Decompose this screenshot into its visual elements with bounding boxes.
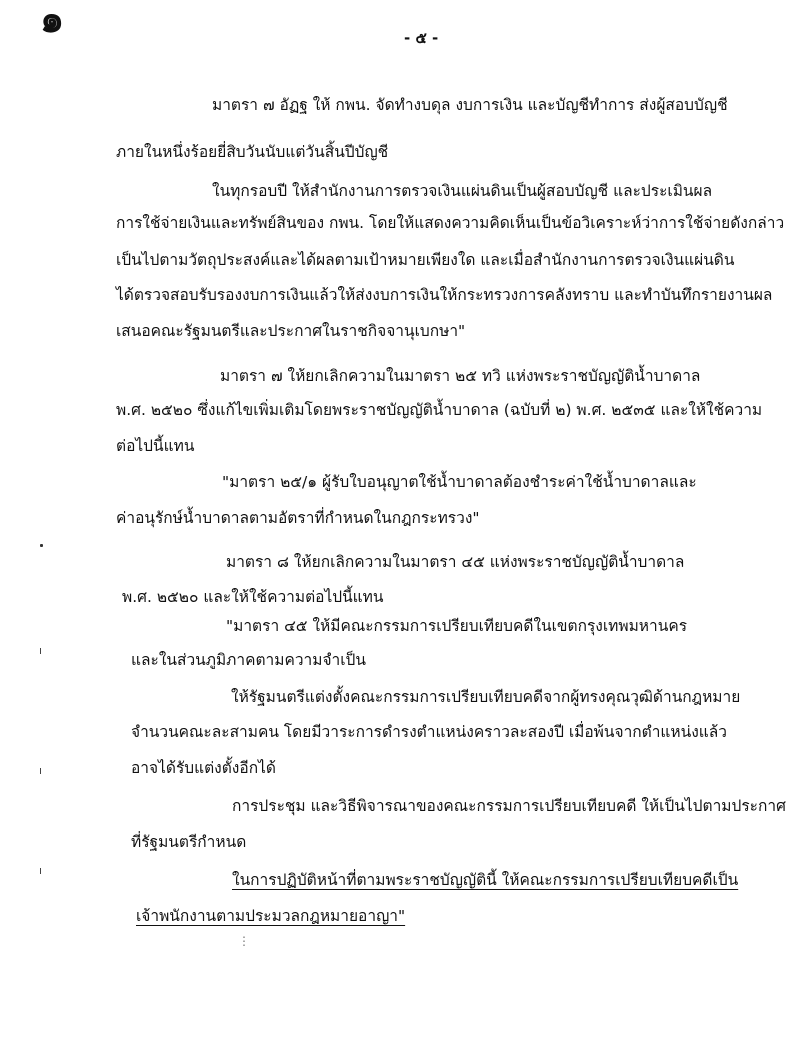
scan-speck — [40, 868, 41, 874]
scan-speck — [40, 768, 41, 774]
underlined-text-line: ในการปฏิบัติหน้าที่ตามพระราชบัญญัตินี้ ให้คณะกรรมการเปรียบเทียบคดีเป็น — [232, 871, 739, 889]
text-line: เสนอคณะรัฐมนตรีและประกาศในราชกิจจานุเบกษา" — [116, 322, 466, 340]
text-line: ให้รัฐมนตรีแต่งตั้งคณะกรรมการเปรียบเทียบคดีจากผู้ทรงคุณวุฒิด้านกฎหมาย — [231, 688, 741, 706]
text-line: มาตรา ๗ อัฏฐ ให้ กพน. จัดทำงบดุล งบการเงิน และบัญชีทำการ ส่งผู้สอบบัญชี — [212, 96, 728, 114]
text-line: "มาตรา ๒๕/๑ ผู้รับใบอนุญาตใช้น้ำบาดาลต้องชำระค่าใช้น้ำบาดาลและ — [222, 473, 697, 491]
text-line: ได้ตรวจสอบรับรองงบการเงินแล้วให้ส่งงบการเงินให้กระทรวงการคลังทราบ และทำบันทึกรายงานผล — [116, 286, 773, 304]
scan-speck: ⋮ — [238, 934, 250, 948]
text-line: และในส่วนภูมิภาคตามความจำเป็น — [131, 651, 366, 669]
text-line: การใช้จ่ายเงินและทรัพย์สินของ กพน. โดยให้แสดงความคิดเห็นเป็นข้อวิเคราะห์ว่าการใช้จ่ายดังกล่าว — [116, 214, 785, 232]
text-line: มาตรา ๘ ให้ยกเลิกความในมาตรา ๔๕ แห่งพระราชบัญญัติน้ำบาดาล — [226, 553, 685, 571]
corner-number-mark: ๑ — [40, 0, 65, 41]
text-line: ที่รัฐมนตรีกำหนด — [131, 833, 247, 851]
text-line: มาตรา ๗ ให้ยกเลิกความในมาตรา ๒๕ ทวิ แห่งพระราชบัญญัติน้ำบาดาล — [220, 367, 701, 385]
text-line: ค่าอนุรักษ์น้ำบาดาลตามอัตราที่กำหนดในกฎกระทรวง" — [116, 509, 480, 527]
text-line: จำนวนคณะละสามคน โดยมีวาระการดำรงตำแหน่งคราวละสองปี เมื่อพ้นจากตำแหน่งแล้ว — [131, 723, 727, 741]
text-line: ในทุกรอบปี ให้สำนักงานการตรวจเงินแผ่นดินเป็นผู้สอบบัญชี และประเมินผล — [212, 182, 713, 200]
text-line: ภายในหนึ่งร้อยยี่สิบวันนับแต่วันสิ้นปีบัญชี — [116, 143, 389, 161]
scan-speck — [40, 544, 43, 547]
text-line: พ.ศ. ๒๕๒๐ และให้ใช้ความต่อไปนี้แทน — [122, 588, 384, 606]
text-line: เป็นไปตามวัตถุประสงค์และได้ผลตามเป้าหมายเพียงใด และเมื่อสำนักงานการตรวจเงินแผ่นดิน — [116, 251, 735, 269]
text-line: ต่อไปนี้แทน — [116, 437, 195, 455]
text-line: พ.ศ. ๒๕๒๐ ซึ่งแก้ไขเพิ่มเติมโดยพระราชบัญญัติน้ำบาดาล (ฉบับที่ ๒) พ.ศ. ๒๕๓๕ และให้ใช้ความ — [116, 401, 763, 419]
scan-speck — [40, 648, 41, 654]
underlined-text-line: เจ้าพนักงานตามประมวลกฎหมายอาญา" — [136, 907, 406, 925]
text-line: การประชุม และวิธีพิจารณาของคณะกรรมการเปรียบเทียบคดี ให้เป็นไปตามประกาศ — [232, 797, 786, 815]
page-number: - ๕ - — [404, 29, 439, 47]
text-line: "มาตรา ๔๕ ให้มีคณะกรรมการเปรียบเทียบคดีในเขตกรุงเทพมหานคร — [226, 617, 688, 635]
text-line: อาจได้รับแต่งตั้งอีกได้ — [131, 759, 276, 777]
